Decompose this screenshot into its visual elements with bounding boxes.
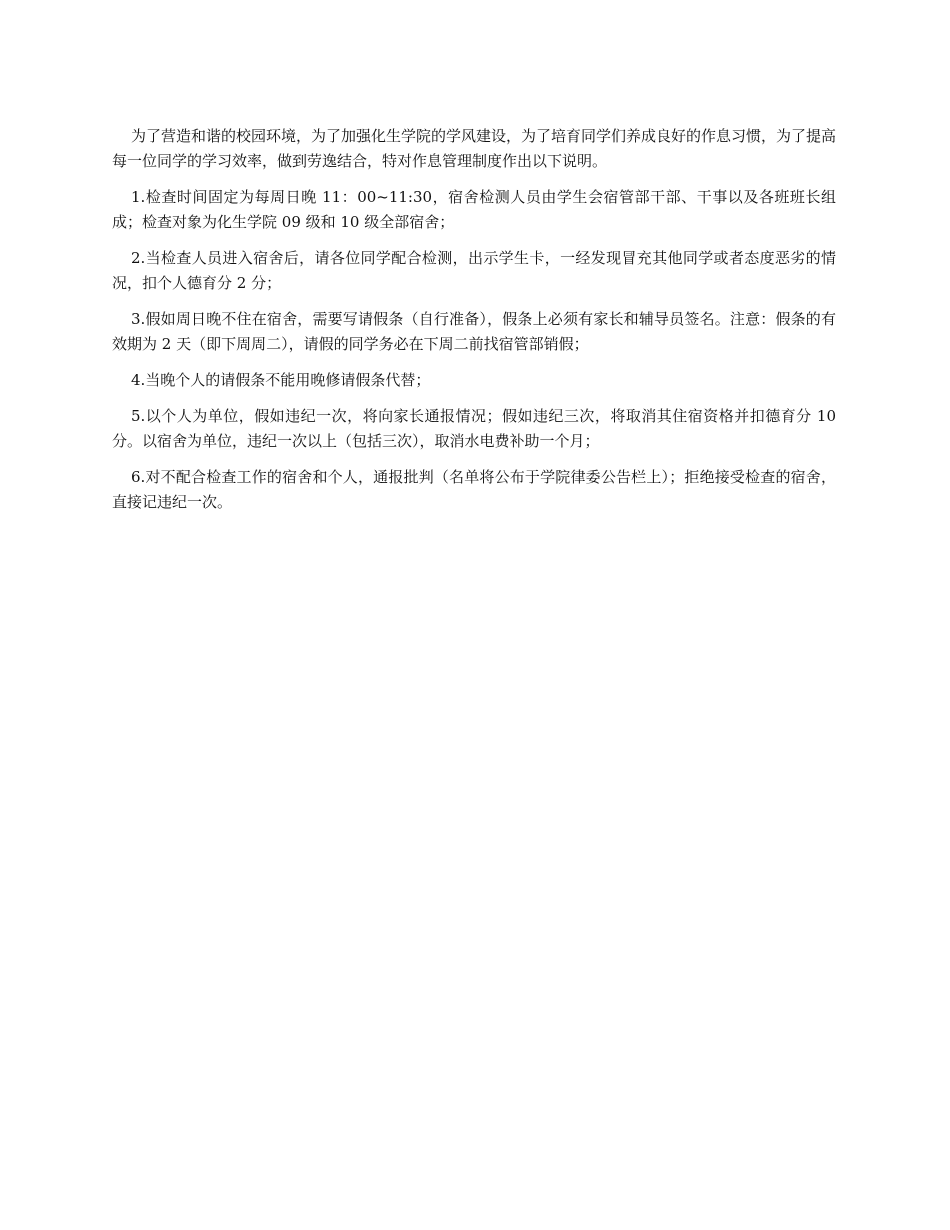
rule-item-4: 4.当晚个人的请假条不能用晚修请假条代替； bbox=[131, 371, 431, 389]
rule-item-1: 1.检查时间固定为每周日晚 11：00~11:30，宿舍检测人员由学生会宿管部干部、干事以及各班班长组成；检查对象为化生学院 09 级和 10 级全部宿舍； bbox=[112, 188, 836, 231]
rule-item-3: 3.假如周日晚不住在宿舍，需要写请假条（自行准备），假条上必须有家长和辅导员签名。注意：假条的有效期为 2 天（即下周周二），请假的同学务必在下周二前找宿管部销假； bbox=[112, 310, 836, 353]
document-page bbox=[112, 124, 836, 526]
rule-item-2: 2.当检查人员进入宿舍后，请各位同学配合检测，出示学生卡，一经发现冒充其他同学或者态度恶劣的情况，扣个人德育分 2 分； bbox=[112, 249, 836, 292]
rule-item-5: 5.以个人为单位，假如违纪一次，将向家长通报情况；假如违纪三次，将取消其住宿资格并扣德育分 10 分。以宿舍为单位，违纪一次以上（包括三次），取消水电费补助一个月； bbox=[112, 407, 836, 450]
intro-paragraph: 为了营造和谐的校园环境，为了加强化生学院的学风建设，为了培育同学们养成良好的作息习惯，为了提高每一位同学的学习效率，做到劳逸结合，特对作息管理制度作出以下说明。 bbox=[112, 127, 837, 170]
rule-item-6: 6.对不配合检查工作的宿舍和个人，通报批判（名单将公布于学院律委公告栏上）；拒绝接受检查的宿舍，直接记违纪一次。 bbox=[112, 468, 836, 511]
